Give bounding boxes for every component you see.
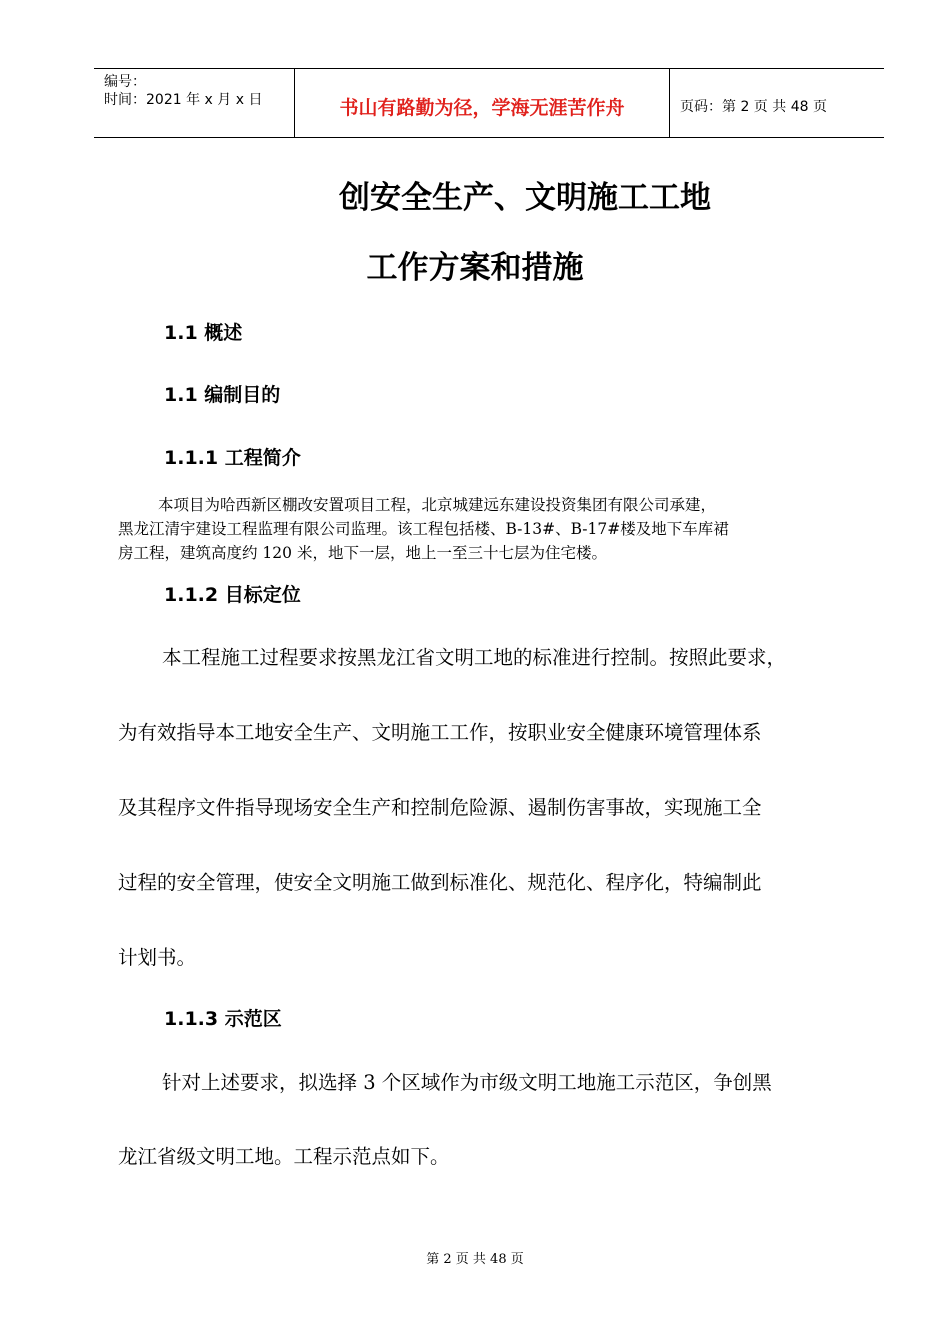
paragraph-line: 为有效指导本工地安全生产、文明施工工作，按职业安全健康环境管理体系 [118, 721, 762, 744]
header-meta-cell [94, 69, 294, 137]
paragraph-line: 房工程，建筑高度约 120 米，地下一层，地上一至三十七层为住宅楼。 [118, 544, 607, 562]
document-time-label: 时间：2021 年 x 月 x 日 [104, 92, 263, 108]
page-header [94, 68, 884, 138]
paragraph-line: 过程的安全管理，使安全文明施工做到标准化、规范化、程序化，特编制此 [118, 871, 762, 894]
document-title-line1: 创安全生产、文明施工工地 [339, 180, 711, 216]
header-page-cell [670, 69, 884, 137]
heading-target: 1.1.2 目标定位 [164, 584, 301, 606]
header-page-info: 页码：第 2 页 共 48 页 [680, 99, 827, 115]
paragraph-line: 及其程序文件指导现场安全生产和控制危险源、遏制伤害事故，实现施工全 [118, 796, 762, 819]
paragraph-line: 龙江省级文明工地。工程示范点如下。 [118, 1145, 450, 1168]
heading-overview: 1.1 概述 [164, 322, 243, 344]
paragraph-line: 计划书。 [118, 946, 197, 969]
project-intro-paragraph [118, 493, 858, 565]
header-motto: 书山有路勤为径，学海无涯苦作舟 [339, 97, 625, 119]
header-motto-cell [294, 69, 670, 137]
document-title-line2: 工作方案和措施 [366, 250, 584, 286]
heading-project-intro: 1.1.1 工程简介 [164, 447, 301, 469]
paragraph-line: 黑龙江清宇建设工程监理有限公司监理。该工程包括楼、B-13#、B-17#楼及地下车库裙 [118, 520, 729, 538]
heading-demo-area: 1.1.3 示范区 [164, 1008, 282, 1030]
document-code-label: 编号： [104, 74, 146, 90]
paragraph-line: 本项目为哈西新区棚改安置项目工程，北京城建远东建设投资集团有限公司承建， [158, 496, 717, 514]
paragraph-line: 针对上述要求，拟选择 3 个区域作为市级文明工地施工示范区，争创黑 [162, 1071, 772, 1094]
heading-purpose: 1.1 编制目的 [164, 384, 281, 406]
paragraph-line: 本工程施工过程要求按黑龙江省文明工地的标准进行控制。按照此要求， [162, 646, 787, 669]
page-footer: 第 2 页 共 48 页 [426, 1252, 524, 1267]
